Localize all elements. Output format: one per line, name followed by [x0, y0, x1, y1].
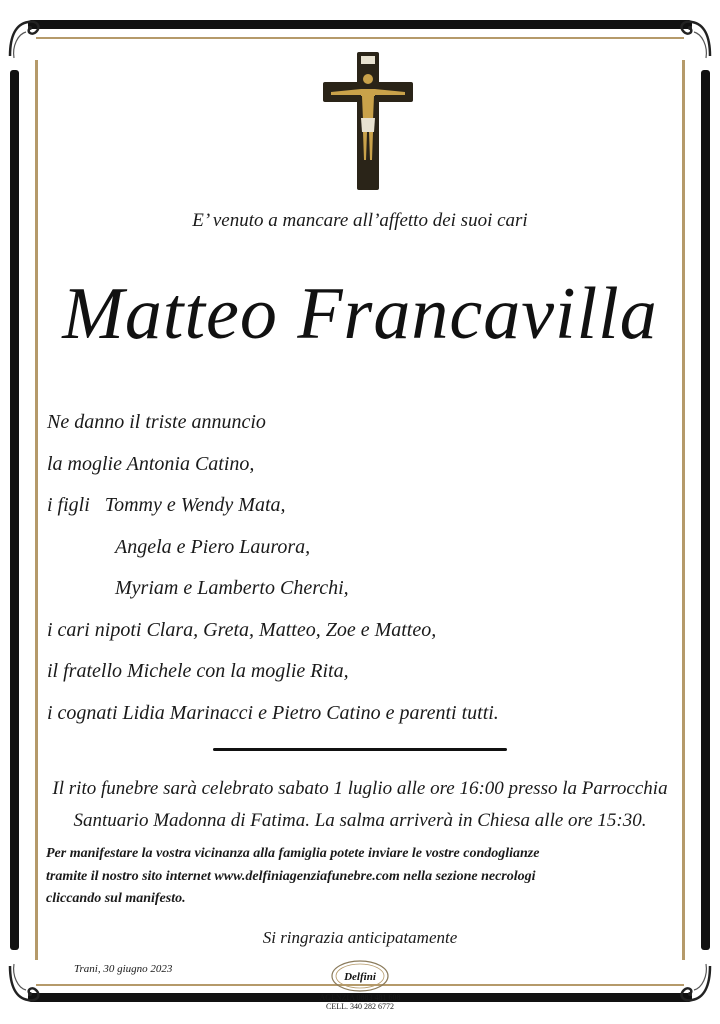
- condolence-line: tramite il nostro sito internet www.delfiniagenziafunebre.com nella sezione necrologi: [46, 868, 536, 884]
- date-place: Trani, 30 giugno 2023: [74, 963, 173, 975]
- gold-line-top: [36, 37, 684, 39]
- condolence-line: cliccando sul manifesto.: [46, 891, 186, 906]
- family-line: la moglie Antonia Catino,: [47, 452, 255, 475]
- family-line: Ne danno il triste annuncio: [47, 411, 266, 433]
- family-line: Angela e Piero Laurora,: [115, 535, 311, 558]
- family-line: Myriam e Lamberto Cherchi,: [115, 577, 349, 599]
- ornament-corner-icon: [668, 960, 714, 1006]
- agency-phone: AGENZIA 0883 481 608: [319, 993, 401, 1002]
- rite-line: Santuario Madonna di Fatima. La salma arriverà in Chiesa alle ore 15:30.: [73, 810, 647, 831]
- ornament-corner-icon: [6, 960, 52, 1006]
- family-line: i cari nipoti Clara, Greta, Matteo, Zoe e Matteo,: [47, 618, 437, 641]
- ornament-corner-icon: [6, 16, 52, 62]
- agency-contacts: [300, 993, 420, 1011]
- agency-cell: CELL. 340 282 6772: [326, 1002, 394, 1011]
- crucifix-icon: [323, 52, 413, 192]
- family-line: il fratello Michele con la moglie Rita,: [47, 660, 349, 682]
- thanks-text: Si ringrazia anticipatamente: [262, 928, 458, 947]
- rite-line: Il rito funebre sarà celebrato sabato 1 luglio alle ore 16:00 presso la Parrocchia: [52, 778, 668, 799]
- condolence-info: [46, 843, 686, 911]
- intro-text: E’ venuto a mancare all’affetto dei suoi cari: [192, 210, 528, 231]
- frame-top-bar: [28, 20, 692, 29]
- divider: [213, 748, 507, 751]
- funeral-rite-info: [0, 773, 720, 837]
- agency-logo-text: Delfini: [344, 971, 376, 983]
- family-line: i cognati Lidia Marinacci e Pietro Catino e parenti tutti.: [47, 701, 499, 724]
- deceased-name: Matteo Francavilla: [62, 273, 658, 355]
- ornament-corner-icon: [668, 16, 714, 62]
- condolence-line: Per manifestare la vostra vicinanza alla famiglia potete inviare le vostre condoglianze: [46, 846, 540, 861]
- family-line: i figli Tommy e Wendy Mata,: [47, 494, 286, 516]
- family-list: [47, 402, 499, 734]
